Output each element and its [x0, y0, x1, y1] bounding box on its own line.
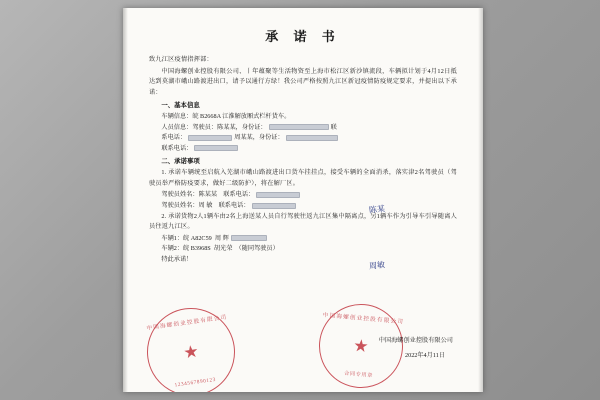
- driver-phone-label-2: 联系电话：: [218, 201, 250, 209]
- seal-star-icon: ★: [182, 341, 200, 363]
- vehicle-plate-1: 皖 A82C59: [183, 234, 212, 242]
- seal-star-icon-2: ★: [352, 335, 370, 357]
- person-info-tail: 联: [330, 123, 337, 131]
- person-info-line: [149, 123, 457, 134]
- signature-scribble-1: 陈某: [368, 204, 386, 215]
- driver-name-2: 周 敏: [198, 201, 213, 209]
- vehicle-plate-2: 皖 B3968S: [183, 245, 211, 253]
- contact-line-1: [149, 133, 457, 144]
- contact-line-2: [149, 144, 457, 155]
- redaction-driver-phone-1: [256, 192, 300, 198]
- document-body: [123, 8, 483, 392]
- driver-label-2: 驾驶员姓名：: [161, 201, 199, 209]
- person-info-label: 人员信息：: [161, 123, 193, 131]
- salutation: 致九江区疫情指挥部：: [149, 56, 213, 63]
- company-seal-main-stamp: [141, 302, 240, 392]
- intro-paragraph: 中国海螺创业控股有限公司、丨年蕴聚等生活物资至上海市松江区新沙镇流段，车辆拟计划于4月12日抵达到莫湖市峨山路渡进出口，请予以通行方绿！我公司严格按照九江区新冠疫情防疫规定要求，并提出以下承诺：: [149, 67, 457, 96]
- signature-scribble-2: 周敏: [368, 260, 386, 271]
- driver-row-1: [149, 190, 457, 201]
- person-info-value: 驾驶员：陈某某，身份证：: [192, 123, 267, 131]
- page-edge-shadow-left: [123, 8, 128, 392]
- vehicle-label-2: 车辆2：: [161, 245, 184, 253]
- vehicle-row-2: [149, 244, 457, 255]
- redaction-vehicle-1: [231, 235, 267, 241]
- document-page: [123, 8, 483, 392]
- company-seal-second-stamp: [315, 300, 406, 391]
- vehicle-driver-2: 胡光荣: [213, 245, 233, 253]
- section-commitments-head: 二、承诺事项: [161, 158, 200, 166]
- closing-line: 特此承诺！: [161, 255, 193, 263]
- commitment-item-1: 1. 承诺车辆统至启航入芜湖市峨山路渡进出口货车挂挂点，接受车辆的全面消杀，落实津2名驾驶员（驾驶员举严格防疫要求，做好二级防护），将在解厂区。: [149, 169, 457, 187]
- redaction-phone-2: [194, 145, 238, 151]
- contact-label-2: 联系电话：: [161, 144, 193, 152]
- redaction-id-1: [269, 124, 329, 130]
- seal-main-arc-bottom: 1234567890123: [174, 376, 217, 389]
- contact-tail-1: 周某某，身份证：: [234, 134, 284, 142]
- vehicle-note-2: （随同驾驶员）: [235, 245, 279, 253]
- driver-row-2: [149, 201, 457, 212]
- seal-main-arc-top: 中国海螺创业控股有限公司: [146, 314, 228, 332]
- driver-label-1: 驾驶员姓名：: [161, 191, 199, 199]
- section-basic-info-head: 一、基本信息: [161, 102, 200, 109]
- contact-label-1: 系电话：: [161, 134, 187, 142]
- seal-second-arc-bottom: 合同专用章: [343, 370, 374, 380]
- driver-phone-label-1: 联系电话：: [223, 191, 255, 199]
- page-title: 承 诺 书: [265, 29, 341, 44]
- redaction-id-2: [286, 135, 338, 141]
- vehicle-label-1: 车辆1：: [161, 234, 184, 242]
- driver-name-1: 陈某某: [198, 191, 218, 199]
- seal-second-arc-top: 中国海螺创业控股有限公司: [322, 312, 405, 326]
- signature-company: 中国海螺创业控股有限公司: [378, 337, 453, 344]
- redaction-phone-1: [188, 135, 232, 141]
- vehicle-info-line: [149, 112, 457, 123]
- vehicle-info-value: 皖 B2668A 江淮解放厢式栏杆货车。: [192, 113, 291, 120]
- vehicle-row-1: [149, 234, 457, 245]
- page-edge-shadow-right: [478, 8, 483, 392]
- commitment-item-2: 2. 承诺货物2人1辆车由2名上海送某人员自行驾驶往返九江区集中隔离点，另1辆车作为引导车引导随离人员往返九江区。: [149, 212, 457, 231]
- signature-date: 2022年4月11日: [405, 352, 445, 359]
- vehicle-info-label: 车辆信息：: [161, 113, 193, 120]
- vehicle-driver-1: 周 辉: [214, 234, 229, 242]
- redaction-driver-phone-2: [252, 203, 296, 209]
